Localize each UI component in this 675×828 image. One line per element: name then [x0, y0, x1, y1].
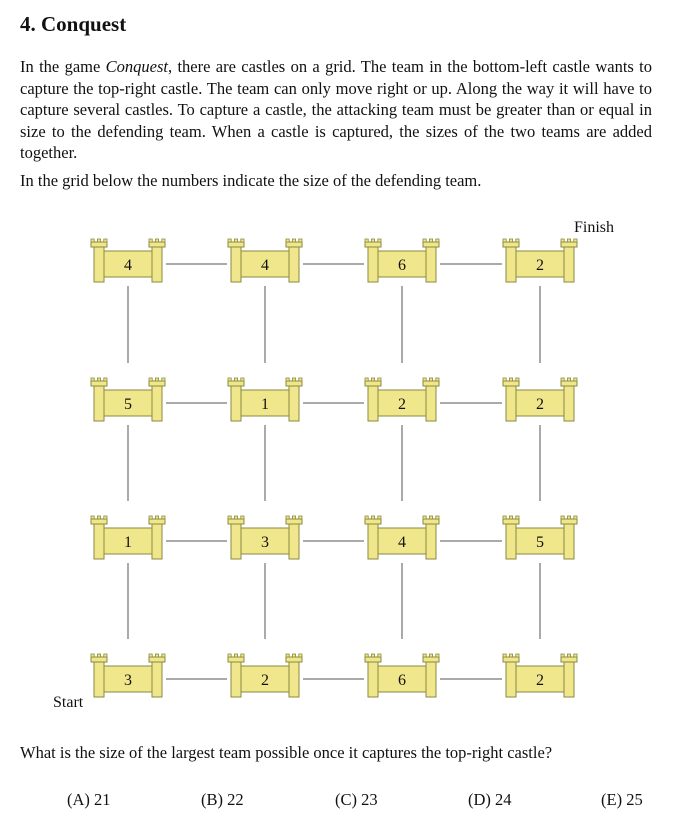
castle [503, 516, 577, 559]
castle-defender-size: 1 [261, 396, 269, 413]
finish-label: Finish [574, 219, 615, 236]
question-text: What is the size of the largest team possible once it captures the top-right castle? [20, 743, 553, 762]
castle-defender-size: 6 [398, 257, 406, 274]
problem-paragraph-2: In the grid below the numbers indicate the size of the defending team. [20, 171, 482, 190]
para1-start: In the game [20, 57, 106, 76]
castle-defender-size: 2 [261, 672, 269, 689]
start-label: Start [53, 694, 84, 711]
castle-defender-size: 6 [398, 672, 406, 689]
castle [91, 378, 165, 421]
choice-c[interactable]: (C) 23 [335, 790, 378, 809]
choice-b[interactable]: (B) 22 [201, 790, 244, 809]
problem-title: 4. Conquest [20, 12, 127, 36]
castle-defender-size: 4 [261, 257, 269, 274]
castle [228, 516, 302, 559]
castle [228, 239, 302, 282]
castle-defender-size: 4 [398, 534, 406, 551]
castle [365, 654, 439, 697]
castle [228, 378, 302, 421]
castle-defender-size: 5 [124, 396, 132, 413]
castle-defender-size: 2 [536, 672, 544, 689]
castle [91, 654, 165, 697]
castle [503, 239, 577, 282]
choice-a[interactable]: (A) 21 [67, 790, 111, 809]
choice-e[interactable]: (E) 25 [601, 790, 643, 809]
choice-d[interactable]: (D) 24 [468, 790, 512, 809]
castle [228, 654, 302, 697]
castle-defender-size: 3 [124, 672, 132, 689]
castle [365, 516, 439, 559]
castle-defender-size: 2 [536, 396, 544, 413]
castle-defender-size: 5 [536, 534, 544, 551]
castle [365, 239, 439, 282]
castle [91, 516, 165, 559]
castle [503, 378, 577, 421]
castle-defender-size: 4 [124, 257, 132, 274]
castle-defender-size: 2 [536, 257, 544, 274]
castle-defender-size: 1 [124, 534, 132, 551]
castle-defender-size: 2 [398, 396, 406, 413]
castle [365, 378, 439, 421]
castle [91, 239, 165, 282]
para1-rest: , there are castles on a grid. The team in the bottom-left castle wants to capture the top-right castle. The team can only move right or up. Along the way it will have to capture several castles. To capture a castle, the attacking team must be greater than or equal in size to the defending team. When a castle is captured, the sizes of the two teams are added together. [20, 57, 652, 162]
game-name: Conquest [105, 57, 168, 76]
castle-defender-size: 3 [261, 534, 269, 551]
answer-choices [0, 790, 675, 814]
castle [503, 654, 577, 697]
